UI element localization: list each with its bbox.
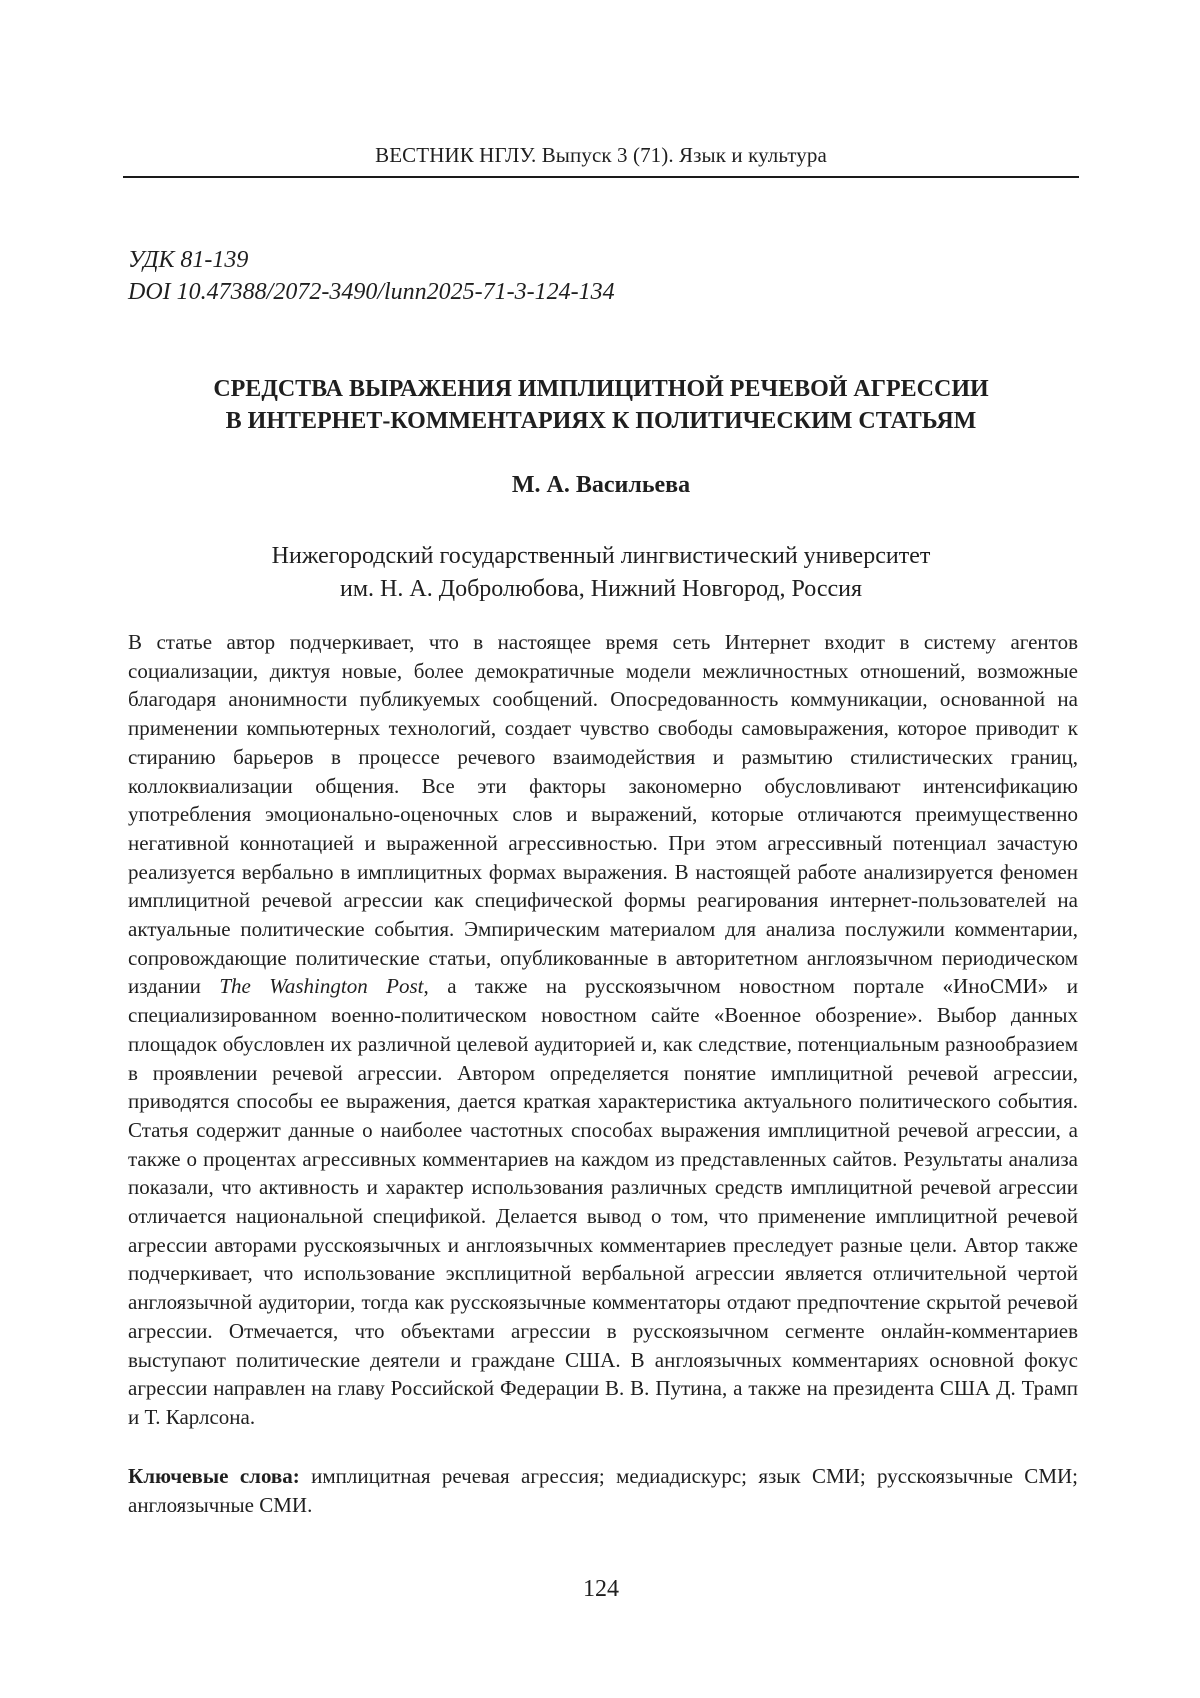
title-line-1: СРЕДСТВА ВЫРАЖЕНИЯ ИМПЛИЦИТНОЙ РЕЧЕВОЙ АГРЕССИИ: [123, 373, 1079, 405]
keywords-label: Ключевые слова:: [128, 1464, 300, 1488]
article-title: [123, 373, 1079, 437]
abstract: [128, 628, 1078, 1432]
doi: DOI 10.47388/2072-3490/lunn2025-71-3-124-134: [128, 279, 615, 306]
author-name: М. А. Васильева: [123, 472, 1079, 499]
title-line-2: В ИНТЕРНЕТ-КОММЕНТАРИЯХ К ПОЛИТИЧЕСКИМ СТАТЬЯМ: [123, 405, 1079, 437]
publication-name: The Washington Post: [219, 974, 423, 998]
affiliation-line-2: им. Н. А. Добролюбова, Нижний Новгород, Россия: [123, 573, 1079, 606]
abstract-text-part-1: В статье автор подчеркивает, что в настоящее время сеть Интернет входит в систему агентов социализации, диктуя новые, более демократичные модели межличностных отношений, возможные благодаря анонимности публикуемых сообщений. Опосредованность коммуникации, основанной на применении компьютерных технологий, создает чувство свободы самовыражения, которое приводит к стиранию барьеров в процессе речевого взаимодействия и размытию стилистических границ, коллоквиализации общения. Все эти факторы закономерно обусловливают интенсификацию употребления эмоционально-оценочных слов и выражений, которые отличаются преимущественно негативной коннотацией и выраженной агрессивностью. При этом агрессивный потенциал зачастую реализуется вербально в имплицитных формах выражения. В настоящей работе анализируется феномен имплицитной речевой агрессии как специфической формы реагирования интернет-пользователей на актуальные политические события. Эмпирическим материалом для анализа послужили комментарии, сопровождающие политические статьи, опубликованные в авторитетном англоязычном периодическом издании: [128, 630, 1078, 998]
page-number: 124: [123, 1576, 1079, 1603]
udk-code: УДК 81-139: [128, 247, 248, 274]
keywords: [128, 1462, 1078, 1519]
affiliation: [123, 540, 1079, 606]
running-head: ВЕСТНИК НГЛУ. Выпуск 3 (71). Язык и культура: [123, 143, 1079, 168]
header-rule: [123, 176, 1079, 178]
abstract-text-part-2: , а также на русскоязычном новостном портале «ИноСМИ» и специализированном военно-политическом новостном сайте «Военное обозрение». Выбор данных площадок обусловлен их различной целевой аудиторией и, как следствие, потенциальным разнообразием в проявлении речевой агрессии. Автором определяется понятие имплицитной речевой агрессии, приводятся способы ее выражения, дается краткая характеристика актуального политического события. Статья содержит данные о наиболее частотных способах выражения имплицитной речевой агрессии, а также о процентах агрессивных комментариев на каждом из представленных сайтов. Результаты анализа показали, что активность и характер использования различных средств имплицитной речевой агрессии отличается национальной спецификой. Делается вывод о том, что применение имплицитной речевой агрессии авторами русскоязычных и англоязычных комментариев преследует разные цели. Автор также подчеркивает, что использование эксплицитной вербальной агрессии является отличительной чертой англоязычной аудитории, тогда как русскоязычные комментаторы отдают предпочтение скрытой речевой агрессии. Отмечается, что объектами агрессии в русскоязычном сегменте онлайн-комментариев выступают политические деятели и граждане США. В англоязычных комментариях основной фокус агрессии направлен на главу Российской Федерации В. В. Путина, а также на президента США Д. Трамп и Т. Карлсона.: [128, 974, 1078, 1429]
keywords-text: имплицитная речевая агрессия; медиадискурс; язык СМИ; русскоязычные СМИ; англоязычные СМИ.: [128, 1464, 1078, 1517]
affiliation-line-1: Нижегородский государственный лингвистический университет: [123, 540, 1079, 573]
